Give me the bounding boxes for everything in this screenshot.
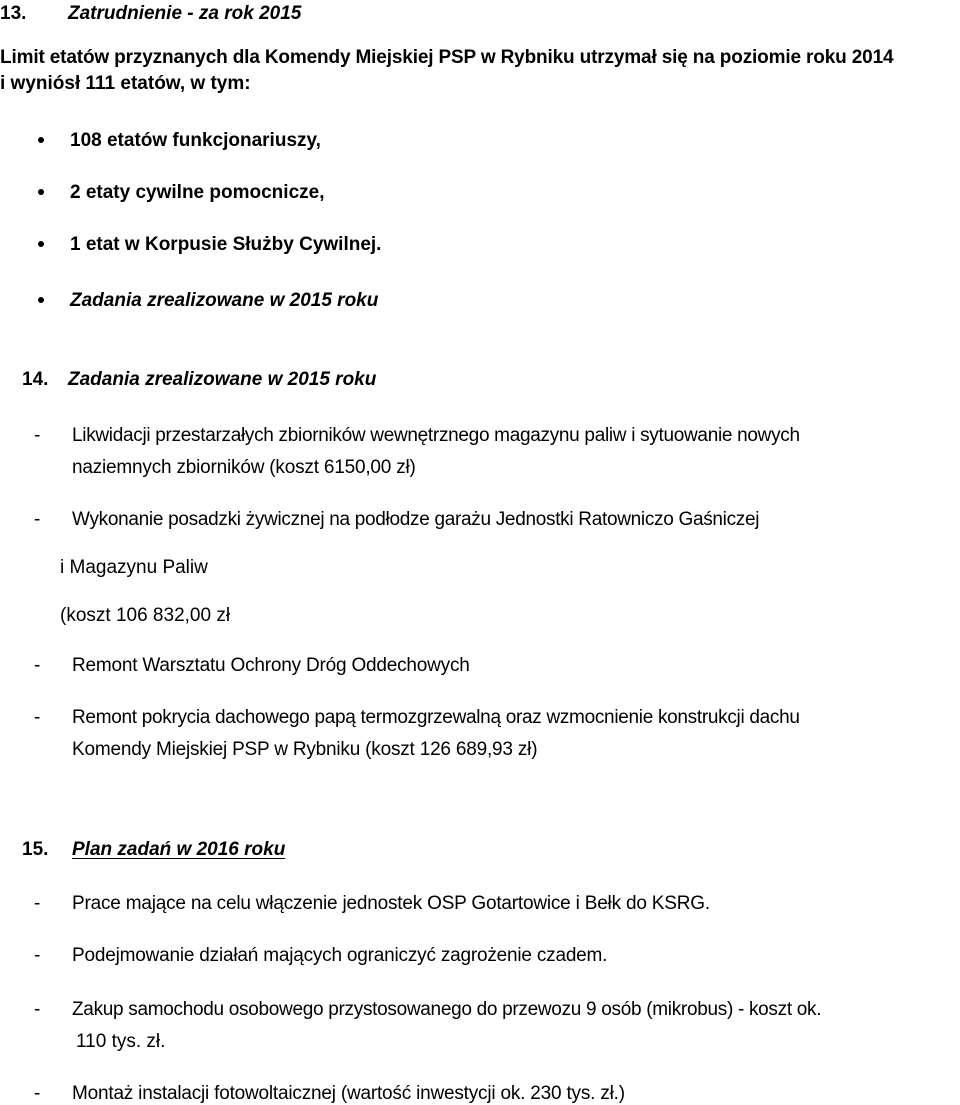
- list-dash: -: [34, 425, 41, 446]
- task-14-3-line-1: Remont Warsztatu Ochrony Dróg Oddechowych: [72, 655, 470, 676]
- plan-15-4-line-1: Montaż instalacji fotowoltaicznej (wartość inwestycji ok. 230 tys. zł.): [72, 1083, 625, 1104]
- plan-15-3-line-2: 110 tys. zł.: [76, 1031, 166, 1052]
- task-14-4-line-1: Remont pokrycia dachowego papą termozgrzewalną oraz wzmocnienie konstrukcji dachu: [72, 707, 800, 728]
- task-14-4-line-2: Komendy Miejskiej PSP w Rybniku (koszt 126 689,93 zł): [72, 739, 538, 760]
- list-dash: -: [34, 945, 41, 966]
- task-14-1-line-1: Likwidacji przestarzałych zbiorników wewnętrznego magazynu paliw i sytuowanie nowych: [72, 425, 800, 446]
- bullet-dot-icon: [38, 241, 44, 247]
- bullet-item-4: Zadania zrealizowane w 2015 roku: [70, 290, 379, 311]
- list-dash: -: [34, 655, 41, 676]
- list-dash: -: [34, 509, 41, 530]
- plan-15-2-line-1: Podejmowanie działań mających ograniczyć zagrożenie czadem.: [72, 945, 608, 966]
- bullet-item-1: 108 etatów funkcjonariuszy,: [70, 130, 321, 151]
- bullet-item-3: 1 etat w Korpusie Służby Cywilnej.: [70, 234, 382, 255]
- task-14-2-line-3: (koszt 106 832,00 zł: [60, 605, 231, 626]
- list-dash: -: [34, 999, 41, 1020]
- bullet-dot-icon: [38, 297, 44, 303]
- plan-15-1-line-1: Prace mające na celu włączenie jednostek OSP Gotartowice i Bełk do KSRG.: [72, 893, 710, 914]
- section-13-number: 13.: [0, 3, 27, 24]
- section-13-heading: Zatrudnienie - za rok 2015: [68, 3, 302, 24]
- plan-15-3-line-1: Zakup samochodu osobowego przystosowanego do przewozu 9 osób (mikrobus) - koszt ok.: [72, 999, 822, 1020]
- section-13-intro-line-2: i wyniósł 111 etatów, w tym:: [0, 73, 251, 94]
- section-15-heading: Plan zadań w 2016 roku: [72, 839, 286, 860]
- bullet-dot-icon: [38, 137, 44, 143]
- section-14-number: 14.: [22, 369, 49, 390]
- task-14-2-line-1: Wykonanie posadzki żywicznej na podłodze garażu Jednostki Ratowniczo Gaśniczej: [72, 509, 760, 530]
- list-dash: -: [34, 707, 41, 728]
- list-dash: -: [34, 893, 41, 914]
- section-13-intro-line-1: Limit etatów przyznanych dla Komendy Miejskiej PSP w Rybniku utrzymał się na poziomie roku 2014: [0, 47, 894, 68]
- bullet-dot-icon: [38, 189, 44, 195]
- list-dash: -: [34, 1083, 41, 1104]
- task-14-1-line-2: naziemnych zbiorników (koszt 6150,00 zł): [72, 457, 416, 478]
- section-14-heading: Zadania zrealizowane w 2015 roku: [68, 369, 377, 390]
- section-15-number: 15.: [22, 839, 49, 860]
- bullet-item-2: 2 etaty cywilne pomocnicze,: [70, 182, 325, 203]
- task-14-2-line-2: i Magazynu Paliw: [60, 557, 208, 578]
